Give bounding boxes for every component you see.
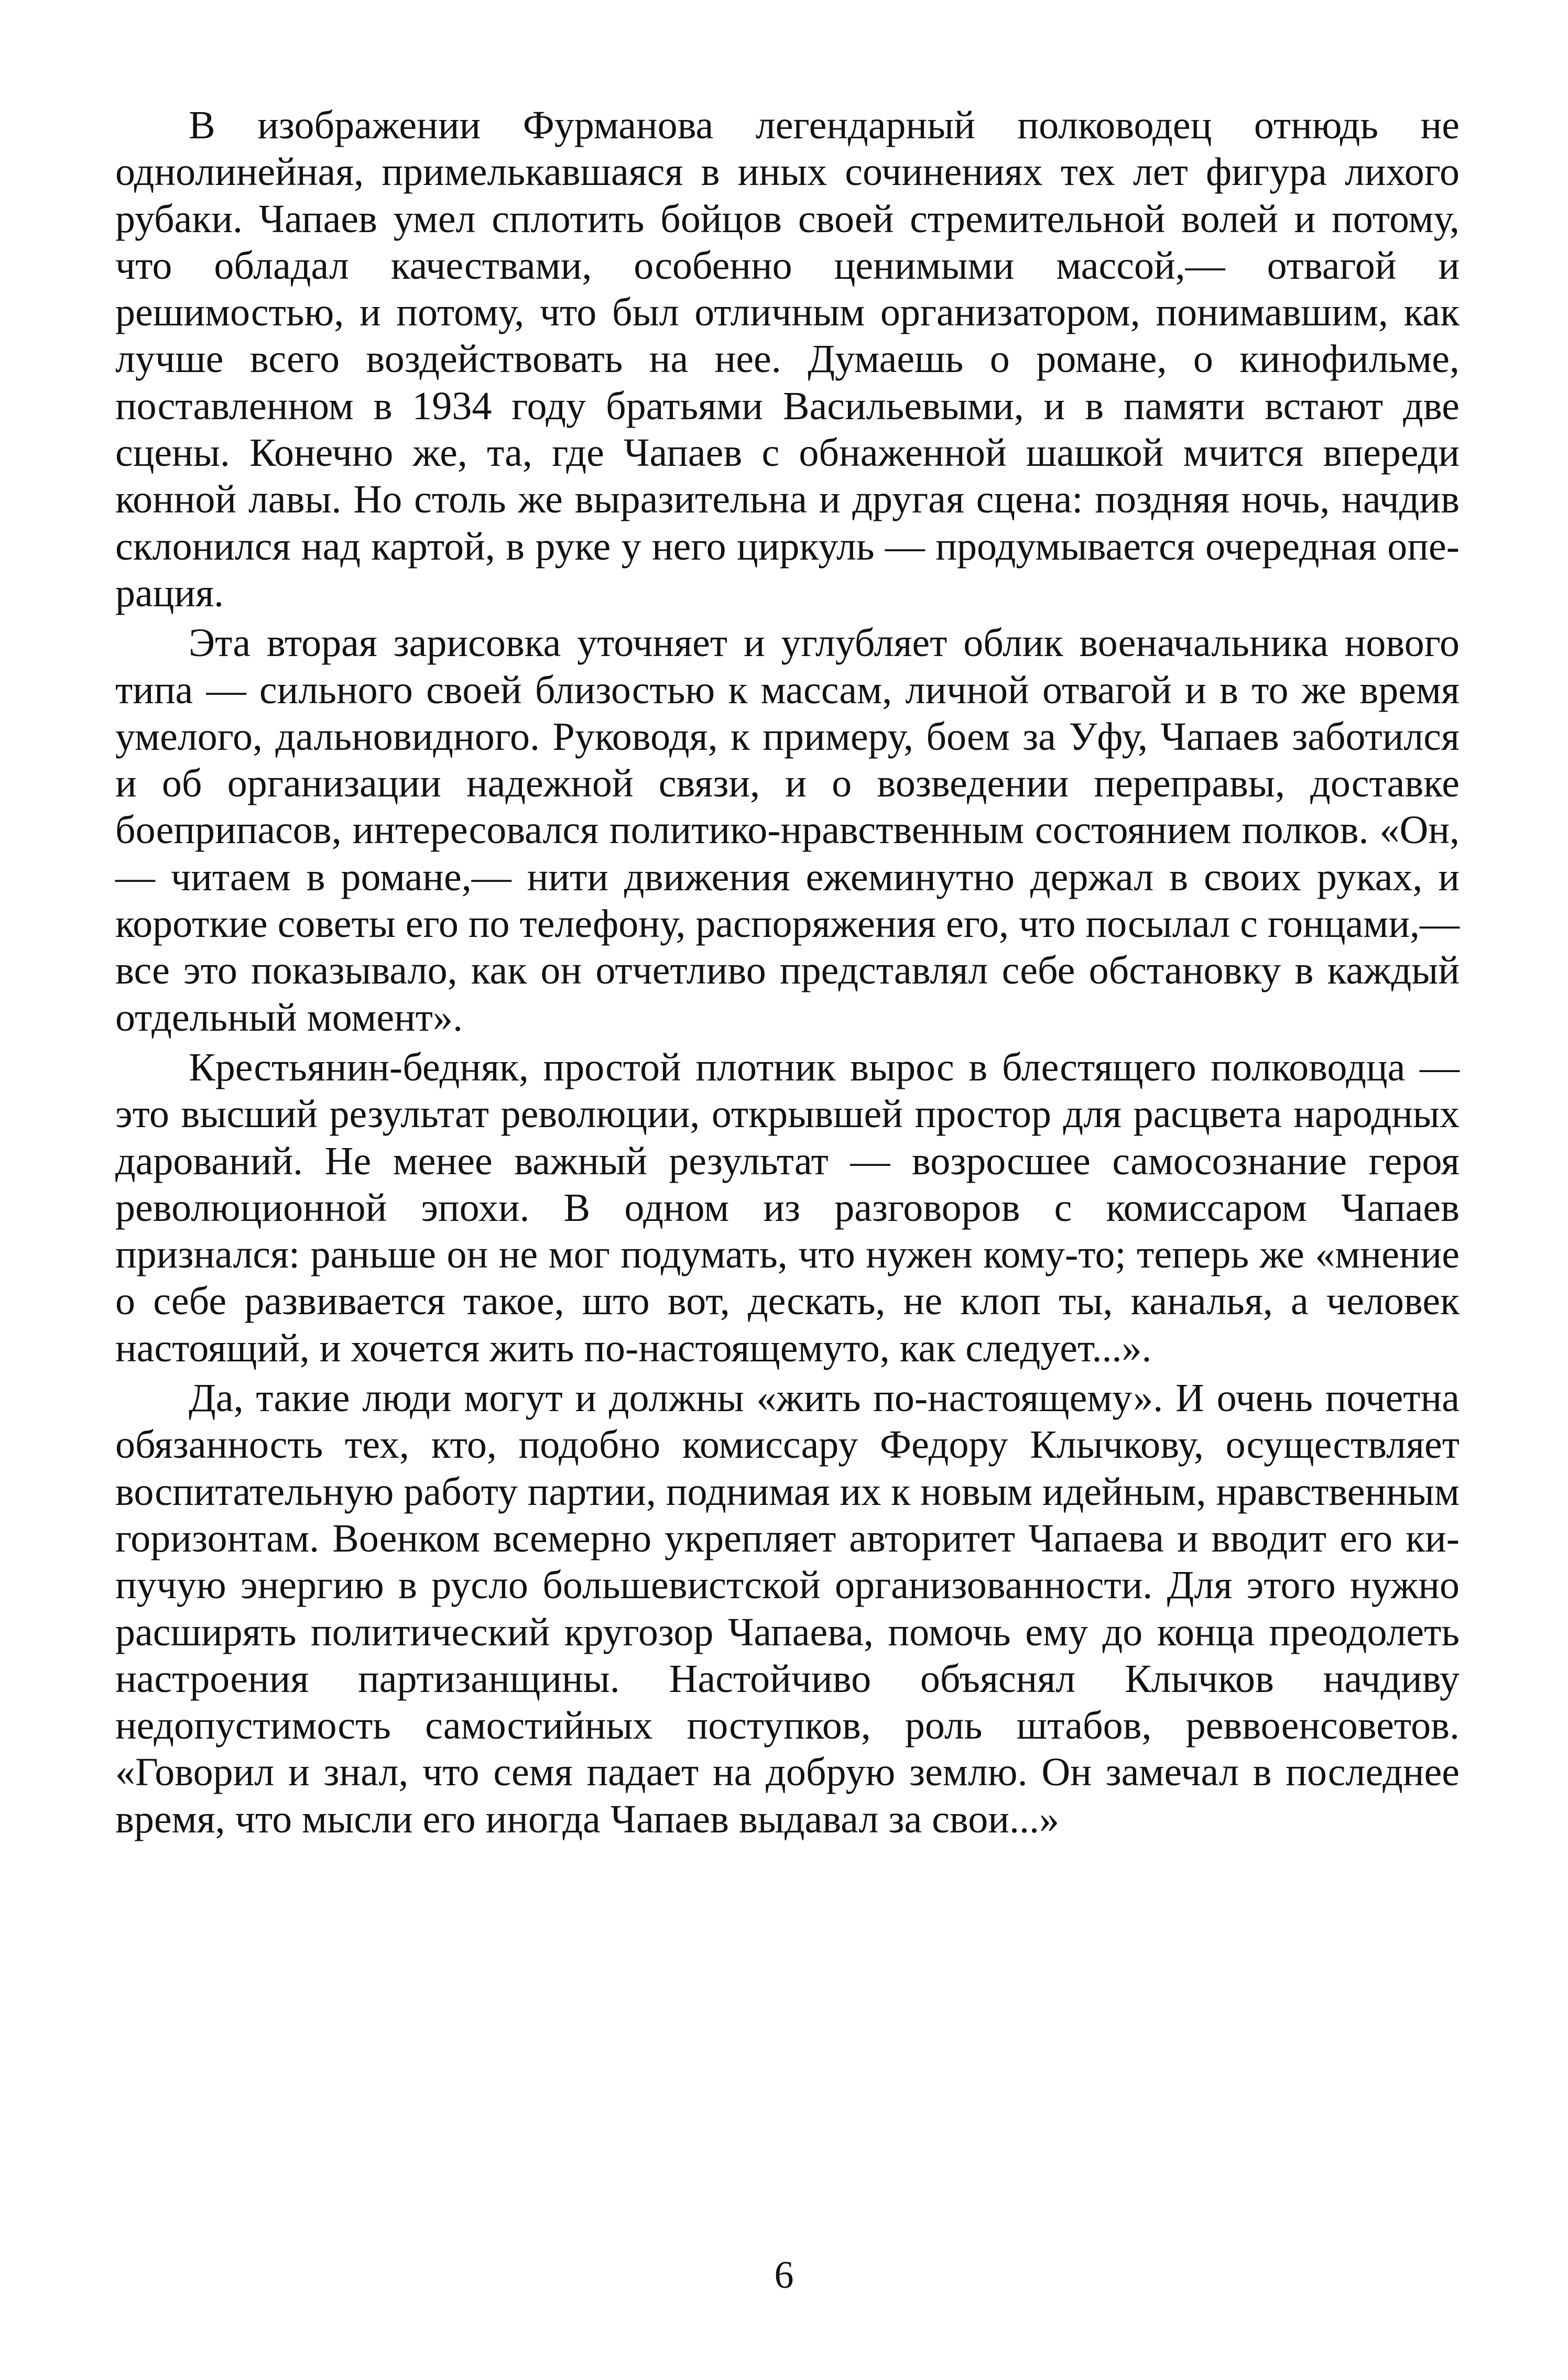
paragraph-2: Эта вторая зарисовка уточняет и углубляет облик военачальника нового типа — сильного своей близостью к массам, личной отвагой и в то же время умелого, дальновидного. Руководя, к примеру, боем за Уфу, Чапаев заботился и об организации надежной связи, и о возведении переправы, доставке боеприпасов, интересовался политико-нравственным состоянием полков. «Он,— читаем в романе,— нити движения ежеминутно держал в своих руках, и короткие советы его по телефону, распоряжения его, что посылал с гонцами,— все это показывало, как он отчетливо представлял себе обстановку в каждый отдельный момент».: [115, 621, 1460, 1040]
page-body: [115, 102, 1460, 1846]
paragraph-1: В изображении Фурманова легендарный полководец отнюдь не однолинейная, примелькавшаяся в иных сочинениях тех лет фигура лихого рубаки. Чапаев умел сплотить бойцов своей стремительной волей и потому, что обладал качествами, особенно ценимыми массой,— отвагой и решимостью, и потому, что был отличным организатором, понимавшим, как лучше всего воздействовать на нее. Думаешь о романе, о кинофильме, поставленном в 1934 году братьями Васильевыми, и в памяти встают две сцены. Конечно же, та, где Чапаев с обнаженной шашкой мчится впереди конной лавы. Но столь же выразительна и другая сцена: поздняя ночь, начдив склонился над картой, в руке у него циркуль — продумывается очередная операция.: [115, 103, 1460, 615]
page-number: 6: [774, 2254, 794, 2297]
paragraph-3: Крестьянин-бедняк, простой плотник вырос в блестящего полководца — это высший результат революции, открывшей простор для расцвета народных дарований. Не менее важный результат — возросшее самосознание героя революционной эпохи. В одном из разговоров с комиссаром Чапаев признался: раньше он не мог подумать, что нужен кому-то; теперь же «мнение о себе развивается такое, што вот, дескать, не клоп ты, каналья, а человек настоящий, и хочется жить по-настоящемуто, как следует...».: [115, 1045, 1460, 1370]
paragraph-4: Да, такие люди могут и должны «жить по-настоящему». И очень почетна обязанность тех, кто, подобно комиссару Федору Клычкову, осуществляет воспитательную работу партии, поднимая их к новым идейным, нравственным горизонтам. Военком всемерно укрепляет авторитет Чапаева и вводит его кипучую энергию в русло большевистской организованности. Для этого нужно расширять политический кругозор Чапаева, помочь ему до конца преодолеть настроения партизанщины. Настойчиво объяснял Клычков начдиву недопустимость самостийных поступков, роль штабов, реввоенсоветов. «Говорил и знал, что семя падает на добрую землю. Он замечал в последнее время, что мысли его иногда Чапаев выдавал за свои...»: [115, 1376, 1460, 1841]
